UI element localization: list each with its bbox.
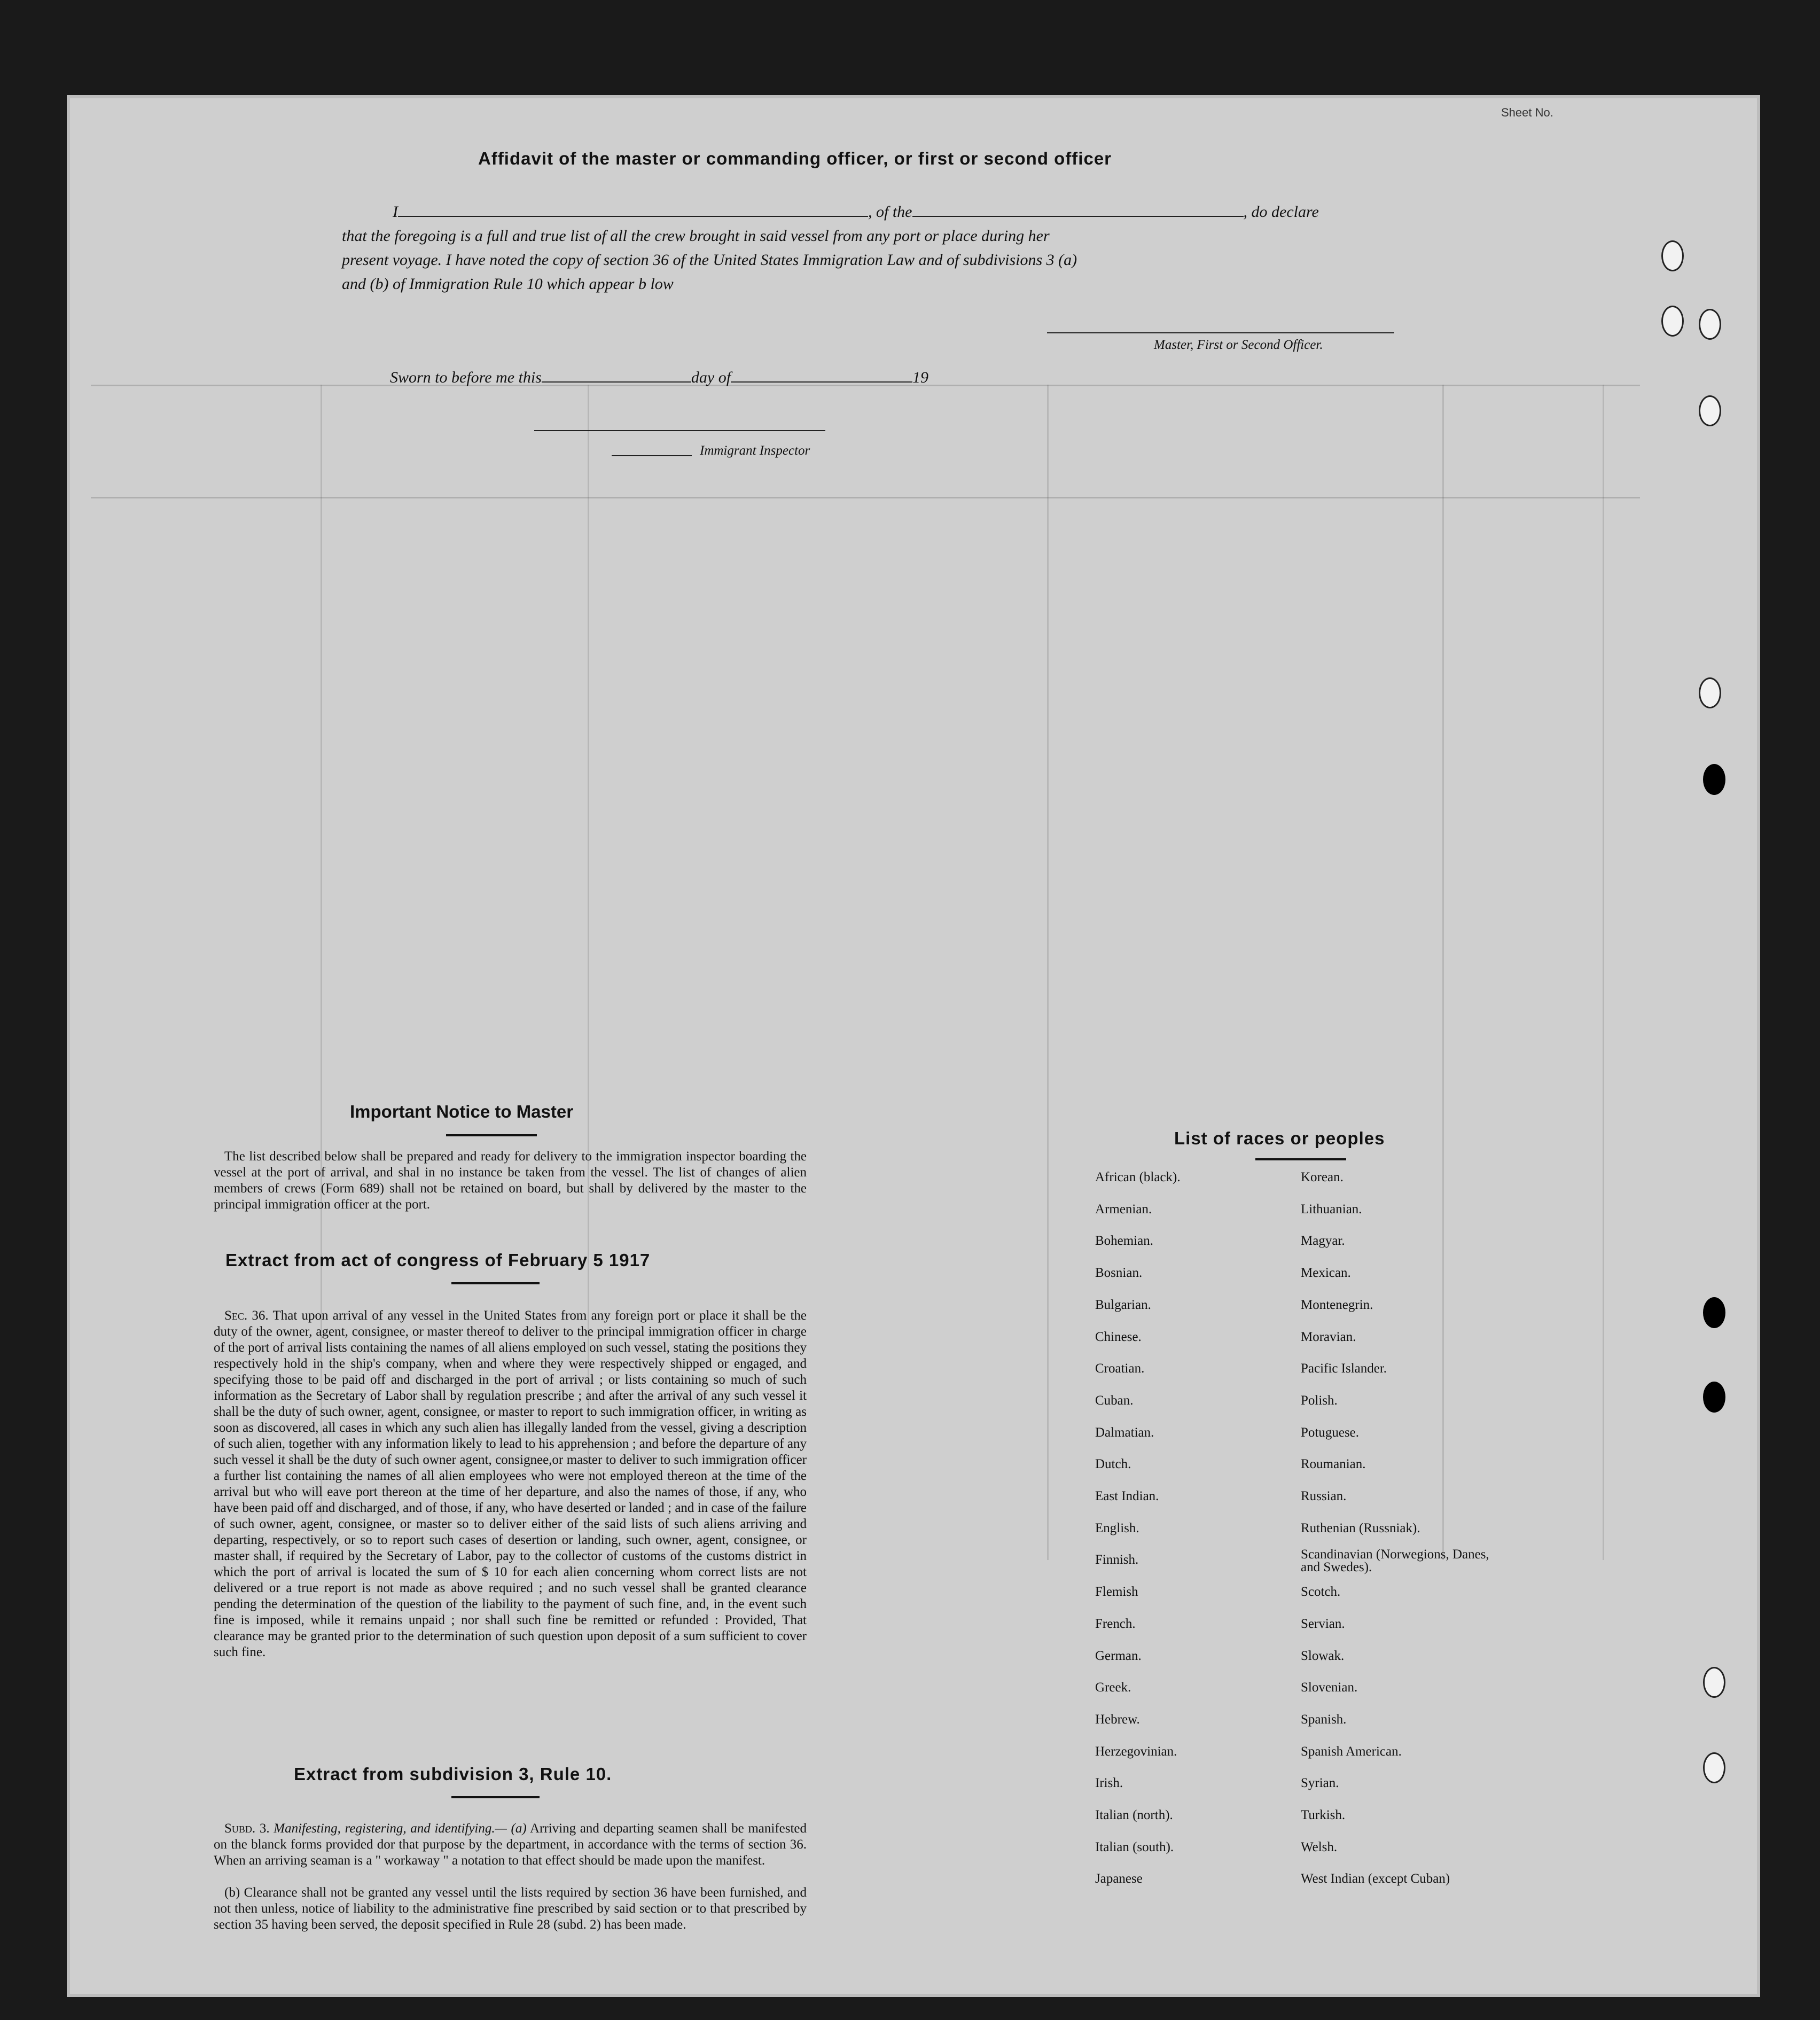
sworn-month-blank[interactable] [731, 381, 912, 383]
race-item: French. [1095, 1617, 1136, 1631]
race-item: Dutch. [1095, 1457, 1131, 1471]
race-item: Slovenian. [1301, 1680, 1358, 1695]
race-item: West Indian (except Cuban) [1301, 1871, 1450, 1886]
binder-hole-icon [1699, 677, 1721, 708]
race-item: German. [1095, 1649, 1142, 1663]
race-item: Ruthenian (Russniak). [1301, 1521, 1420, 1535]
affidavit-line-2: that the foregoing is a full and true list of all the crew brought in said vessel from any port or place during her [342, 227, 1050, 245]
race-item: Potuguese. [1301, 1425, 1360, 1440]
race-item: Finnish. [1095, 1553, 1139, 1567]
race-item: Pacific Islander. [1301, 1361, 1387, 1376]
race-item: Mexican. [1301, 1266, 1351, 1280]
affidavit-line-1: I , of the , do declare [393, 203, 1319, 221]
race-item: Greek. [1095, 1680, 1131, 1695]
race-item: Lithuanian. [1301, 1202, 1362, 1216]
binder-hole-icon [1699, 395, 1721, 426]
binder-hole-icon [1699, 309, 1721, 340]
inspector-caption: Immigrant Inspector [700, 443, 810, 458]
binder-hole-icon [1703, 1667, 1725, 1698]
race-item: Montenegrin. [1301, 1298, 1373, 1312]
affidavit-line-4: and (b) of Immigration Rule 10 which appear b low [342, 275, 674, 293]
race-item: Scotch. [1301, 1585, 1341, 1599]
extract-rule-title: Extract from subdivision 3, Rule 10. [294, 1764, 612, 1784]
extract-rule-title-rule [451, 1796, 540, 1798]
notice-body: The list described below shall be prepared and ready for delivery to the immigration inspector boarding the vessel at the port of arrival, and shal in no instance be taken from the vessel. The list of changes of alien members of crews (Form 689) shall not be retained on board, but shall by delivered by the master to the principal immigration officer at the port. [214, 1149, 807, 1212]
race-item: Bulgarian. [1095, 1298, 1151, 1312]
master-signature-caption: Master, First or Second Officer. [1154, 338, 1323, 352]
race-item: Bohemian. [1095, 1234, 1154, 1248]
race-item: Japanese [1095, 1871, 1143, 1886]
races-title-rule [1255, 1158, 1346, 1160]
notice-title: Important Notice to Master [350, 1102, 574, 1121]
notice-title-rule [446, 1134, 537, 1136]
race-item: Russian. [1301, 1489, 1347, 1503]
race-item: Korean. [1301, 1170, 1343, 1184]
bleed-through-column [1442, 385, 1444, 1560]
affidavit-title: Affidavit of the master or commanding officer, or first or second officer [478, 149, 1112, 168]
bleed-through-line [91, 497, 1640, 498]
race-item: Italian (south). [1095, 1840, 1174, 1854]
binder-hole-icon [1703, 1297, 1725, 1328]
extract-act-title-rule [451, 1282, 540, 1284]
race-item: Moravian. [1301, 1330, 1356, 1344]
race-item: Bosnian. [1095, 1266, 1143, 1280]
race-item: Italian (north). [1095, 1808, 1173, 1822]
race-item: Herzegovinian. [1095, 1744, 1177, 1759]
race-item: Servian. [1301, 1617, 1345, 1631]
race-item: Spanish. [1301, 1712, 1347, 1727]
races-title: List of races or peoples [1174, 1128, 1385, 1148]
binder-hole-icon [1703, 1752, 1725, 1783]
extract-rule-para-b: (b) Clearance shall not be granted any vessel until the lists required by section 36 have been furnished, and not then unless, notice of liability to the administrative fine prescribed by said section or to that prescribed by section 35 having been served, the deposit specified in Rule 28 (subd. 2) has been made. [214, 1885, 807, 1932]
race-item: Croatian. [1095, 1361, 1145, 1376]
sworn-line: Sworn to before me this day of 19 [390, 369, 929, 386]
race-item: Hebrew. [1095, 1712, 1140, 1727]
race-item: East Indian. [1095, 1489, 1159, 1503]
race-item: Roumanian. [1301, 1457, 1366, 1471]
section-label: Sec. 36. [224, 1308, 269, 1323]
bleed-through-column [1047, 385, 1049, 1560]
race-item: Welsh. [1301, 1840, 1338, 1854]
extract-act-title: Extract from act of congress of February 5 1917 [225, 1250, 651, 1270]
sworn-day-blank[interactable] [542, 381, 691, 383]
binder-hole-icon [1661, 306, 1684, 337]
extract-rule-para-a: Subd. 3. Manifesting, registering, and identifying.— (a) Arriving and departing seamen shall be manifested on the blanck forms provided dor that purpose by the department, in accordance with the terms of section 36. When an arriving seaman is a " workaway " a notation to that effect should be made upon the manifest. [214, 1821, 807, 1868]
binder-hole-icon [1703, 1382, 1725, 1413]
inspector-signature-line-2[interactable] [612, 455, 692, 456]
binder-hole-icon [1661, 240, 1684, 271]
affidavit-line-3: present voyage. I have noted the copy of section 36 of the United States Immigration Law and of subdivisions 3 (a) [342, 251, 1077, 269]
race-item: Armenian. [1095, 1202, 1152, 1216]
race-item: African (black). [1095, 1170, 1181, 1184]
race-item: Spanish American. [1301, 1744, 1402, 1759]
binder-hole-icon [1703, 764, 1725, 795]
race-item: Turkish. [1301, 1808, 1346, 1822]
race-item: Irish. [1095, 1776, 1123, 1790]
bleed-through-column [1603, 385, 1604, 1560]
sheet-number-label: Sheet No. [1501, 106, 1553, 119]
master-signature-line[interactable] [1047, 332, 1394, 333]
inspector-signature-line-1[interactable] [534, 430, 825, 431]
race-item: Scandinavian (Norwegions, Danes, and Swedes). [1301, 1547, 1489, 1574]
extract-act-body: Sec. 36. That upon arrival of any vessel in the United States from any foreign port or place it shall be the duty of the owner, agent, consignee, or master thereof to deliver to the principal immigration officer in charge of the port of arrival lists containing the names of all aliens employed on such vessel, stating the positions they respectively hold in the ship's company, when and where they were respectively shipped or engaged, and specifying those to be paid off and discharged in the port of arrival ; or lists containing so much of such information as the Secretary of Labor shall by regulation prescribe ; and after the arrival of any such vessel it shall be the duty of such owner, agent, consignee, or master to report to such immigration officer, in writing as soon as discovered, all cases in which any such alien has illegally landed from the vessel, giving a description of such alien, together with any information likely to lead to his apprehension ; and before the departure of any such vessel it shall be the duty of such owner agent, consignee,or master to deliver to such immigration officer a further list containing the names of all alien employees who were not employed thereon at the time of the arrival but who will eave port thereon at the time of her departure, and also the names of those, if any, who have been paid off and discharged, and of those, if any, who have deserted or landed ; and in case of the failure of such owner, agent, consignee, or master so to deliver either of the said lists of such aliens arriving and departing, respectively, or so to report such cases of desertion or landing, such owner, agent, consignee, or master shall, if required by the Secretary of Labor, pay to the collector of customs of the customs district in which the port of arrival is located the sum of $ 10 for each alien concerning whom correct lists are not delivered or a true report is not made as above required ; and no such vessel shall be granted clearance pending the determination of the question of the liability to the payment of such fine, and, in the event such fine is imposed, while it remains unpaid ; nor shall such fine be remitted or refunded : Provided, That clearance may be granted prior to the determination of such question upon deposit of a sum sufficient to cover such fine. [214, 1308, 807, 1659]
race-item: English. [1095, 1521, 1139, 1535]
race-item: Polish. [1301, 1393, 1338, 1408]
race-item: Magyar. [1301, 1234, 1345, 1248]
name-blank[interactable] [398, 216, 868, 217]
race-item: Syrian. [1301, 1776, 1339, 1790]
race-item: Flemish [1095, 1585, 1138, 1599]
race-item: Cuban. [1095, 1393, 1134, 1408]
vessel-blank[interactable] [912, 216, 1244, 217]
race-item: Chinese. [1095, 1330, 1142, 1344]
race-item: Dalmatian. [1095, 1425, 1154, 1440]
race-item: Slowak. [1301, 1649, 1345, 1663]
